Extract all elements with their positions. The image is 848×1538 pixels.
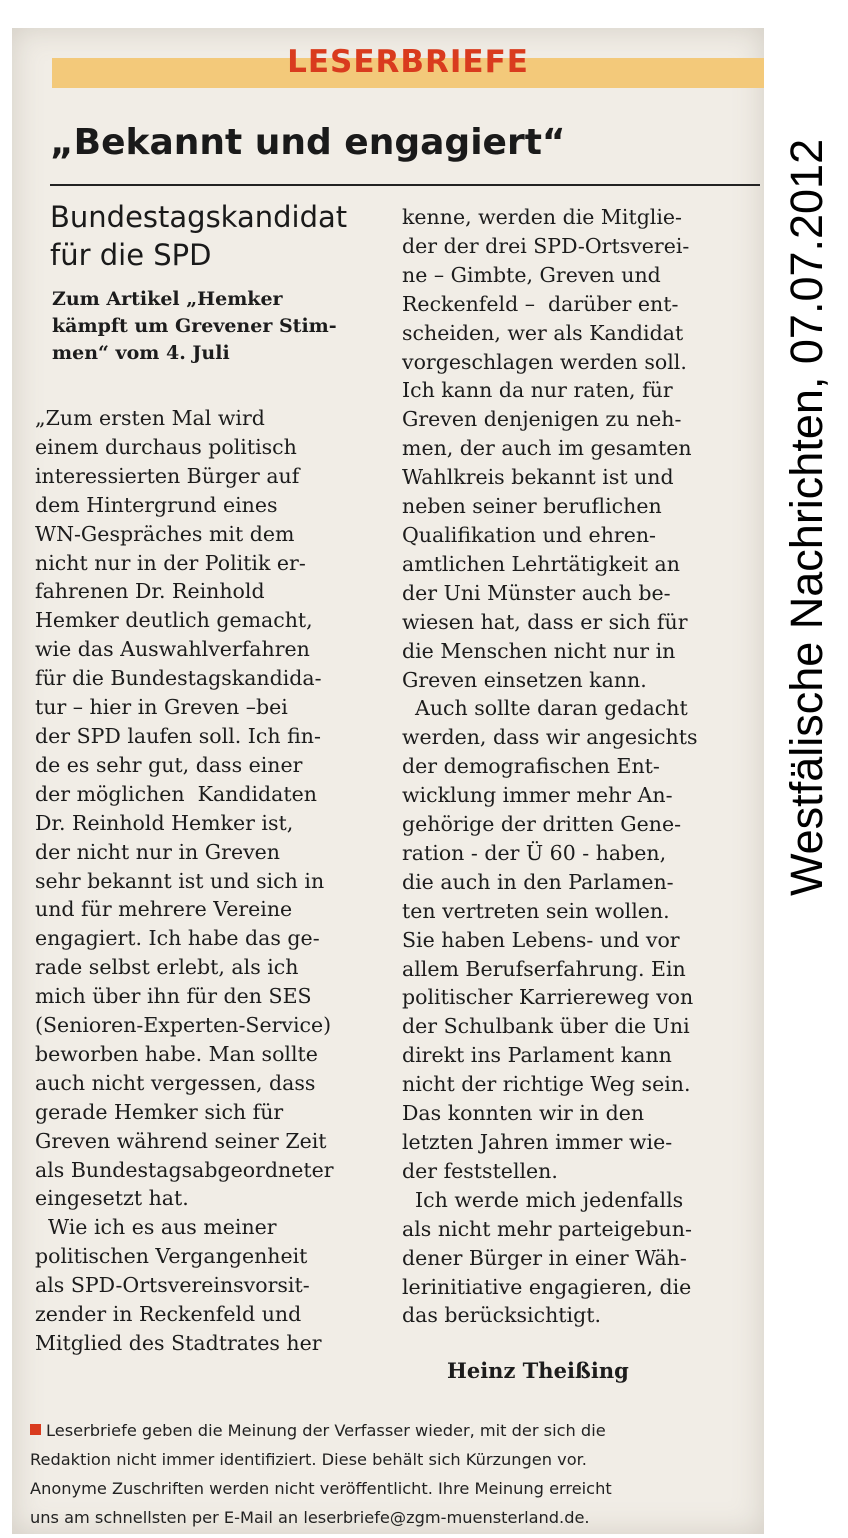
- body-line: gerade Hemker sich für: [35, 1099, 284, 1124]
- body-line: Dr. Reinhold Hemker ist,: [35, 810, 294, 835]
- body-line: WN-Gespräches mit dem: [35, 521, 295, 546]
- body-line: (Senioren-Experten-Service): [35, 1013, 332, 1038]
- body-line: zender in Reckenfeld und: [35, 1302, 302, 1327]
- body-line: vorgeschlagen werden soll.: [402, 349, 687, 374]
- left-column: [35, 404, 334, 1358]
- body-line: der demografischen Ent-: [402, 754, 660, 779]
- right-column: [402, 203, 698, 1330]
- body-line: Sie haben Lebens- und vor: [402, 927, 680, 952]
- body-line: „Zum ersten Mal wird: [35, 406, 265, 430]
- notice-line: Leserbriefe geben die Meinung der Verfasser wieder, mit der sich die: [30, 1416, 612, 1445]
- editorial-notice: [30, 1416, 612, 1532]
- body-line: tur – hier in Greven –bei: [35, 695, 288, 720]
- body-line: wicklung immer mehr An-: [402, 783, 673, 808]
- body-line: als nicht mehr parteigebun-: [402, 1216, 692, 1241]
- body-line: eingesetzt hat.: [35, 1186, 189, 1211]
- body-line: Greven denjenigen zu neh-: [402, 407, 682, 432]
- body-line: Das konnten wir in den: [402, 1101, 645, 1126]
- body-line: die Menschen nicht nur in: [402, 638, 676, 663]
- body-line: wiesen hat, dass er sich für: [402, 609, 688, 634]
- body-line: de es sehr gut, dass einer: [35, 752, 303, 777]
- headline-rule: [50, 184, 760, 186]
- body-line: fahrenen Dr. Reinhold: [35, 579, 265, 604]
- article-reference: [52, 286, 337, 367]
- body-line: amtlichen Lehrtätigkeit an: [402, 551, 680, 576]
- subhead: [50, 198, 347, 274]
- body-line: neben seiner beruflichen: [402, 494, 662, 519]
- section-title: LESERBRIEFE: [287, 44, 529, 80]
- body-line: Mitglied des Stadtrates her: [35, 1331, 322, 1355]
- body-line: auch nicht vergessen, dass: [35, 1070, 316, 1095]
- body-line: Wahlkreis bekannt ist und: [402, 465, 674, 490]
- body-line: als Bundestagsabgeordneter: [35, 1157, 334, 1182]
- body-line: der Schulbank über die Uni: [402, 1014, 690, 1039]
- body-line: der möglichen Kandidaten: [35, 781, 317, 806]
- body-line: gehörige der dritten Gene-: [402, 812, 682, 837]
- body-line: der der drei SPD-Ortsverei-: [402, 233, 690, 258]
- body-line: ten vertreten sein wollen.: [402, 898, 670, 923]
- body-line: sehr bekannt ist und sich in: [35, 868, 325, 893]
- body-line: Ich werde mich jedenfalls: [402, 1187, 684, 1212]
- subhead-line: für die SPD: [50, 238, 212, 272]
- body-line: der nicht nur in Greven: [35, 839, 280, 864]
- body-line: als SPD-Ortsvereinsvorsit-: [35, 1273, 310, 1298]
- body-line: Wie ich es aus meiner: [35, 1215, 277, 1240]
- body-line: letzten Jahren immer wie-: [402, 1130, 673, 1154]
- body-line: Ich kann da nur raten, für: [402, 378, 673, 403]
- body-line: politischer Karriereweg von: [402, 985, 694, 1010]
- body-line: der SPD laufen soll. Ich fin-: [35, 723, 321, 748]
- body-line: scheiden, wer als Kandidat: [402, 320, 684, 345]
- body-line: dem Hintergrund eines: [35, 492, 278, 517]
- notice-line: Redaktion nicht immer identifiziert. Diese behält sich Kürzungen vor.: [30, 1450, 587, 1469]
- body-line: engagiert. Ich habe das ge-: [35, 926, 320, 951]
- reference-line: men“ vom 4. Juli: [52, 342, 230, 364]
- body-line: Greven einsetzen kann.: [402, 667, 647, 692]
- body-line: men, der auch im gesamten: [402, 436, 692, 461]
- source-label: Westfälische Nachrichten, 07.07.2012: [781, 138, 832, 896]
- body-line: interessierten Bürger auf: [35, 463, 300, 488]
- body-line: mich über ihn für den SES: [35, 984, 312, 1009]
- body-line: wie das Auswahlverfahren: [35, 637, 310, 662]
- body-line: das berücksichtigt.: [402, 1303, 601, 1328]
- body-line: der feststellen.: [402, 1158, 558, 1183]
- body-line: beworben habe. Man sollte: [35, 1041, 318, 1066]
- author-name: Heinz Theißing: [447, 1358, 629, 1383]
- body-line: politischen Vergangenheit: [35, 1244, 308, 1269]
- body-line: Auch sollte daran gedacht: [402, 696, 688, 721]
- body-line: rade selbst erlebt, als ich: [35, 955, 299, 980]
- body-line: der Uni Münster auch be-: [402, 580, 671, 605]
- reference-line: kämpft um Grevener Stim-: [52, 315, 337, 337]
- reference-line: Zum Artikel „Hemker: [52, 288, 283, 310]
- body-line: Greven während seiner Zeit: [35, 1128, 327, 1153]
- body-line: ration - der Ü 60 - haben,: [402, 840, 667, 865]
- body-line: allem Berufserfahrung. Ein: [402, 956, 686, 981]
- subhead-line: Bundestagskandidat: [50, 200, 348, 234]
- body-line: und für mehrere Vereine: [35, 897, 293, 922]
- body-line: nicht der richtige Weg sein.: [402, 1072, 691, 1097]
- body-line: einem durchaus politisch: [35, 434, 297, 459]
- notice-line: uns am schnellsten per E-Mail an leserbriefe@zgm-muensterland.de.: [30, 1508, 590, 1527]
- body-line: die auch in den Parlamen-: [402, 869, 674, 894]
- body-line: lerinitiative engagieren, die: [402, 1274, 692, 1299]
- body-line: kenne, werden die Mitglie-: [402, 205, 682, 229]
- body-line: nicht nur in der Politik er-: [35, 550, 306, 575]
- body-line: dener Bürger in einer Wäh-: [402, 1245, 687, 1270]
- body-line: für die Bundestagskandida-: [35, 666, 322, 691]
- body-line: Reckenfeld – darüber ent-: [402, 291, 679, 316]
- body-line: werden, dass wir angesichts: [402, 725, 698, 750]
- notice-line: Anonyme Zuschriften werden nicht veröffentlicht. Ihre Meinung erreicht: [30, 1479, 612, 1498]
- headline: „Bekannt und engagiert“: [50, 122, 566, 163]
- body-line: ne – Gimbte, Greven und: [402, 262, 661, 287]
- body-line: Hemker deutlich gemacht,: [35, 608, 313, 633]
- body-line: direkt ins Parlament kann: [402, 1043, 672, 1068]
- body-line: Qualifikation und ehren-: [402, 522, 656, 547]
- red-square-icon: [30, 1424, 41, 1435]
